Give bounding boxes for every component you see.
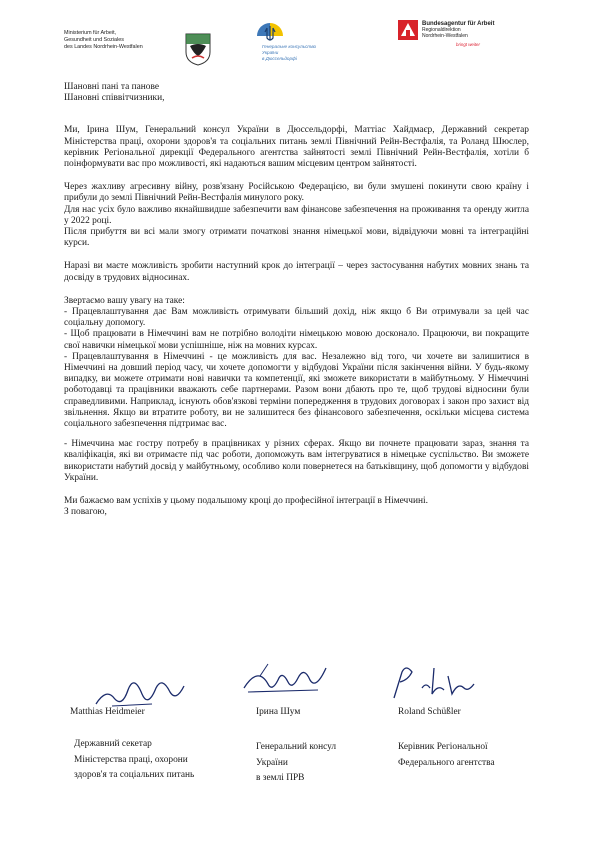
context-paragraph: Через жахливу агресивну війну, розв'язану Російською Федерацією, ви були змушені покинути свою країну і прибули до землі Північний Рейн-Вестфалія минулого року. — [64, 182, 529, 204]
intro-paragraph: Ми, Ірина Шум, Генеральний консул України в Дюссельдорфі, Маттіас Хайдмаєр, Державний секретар Міністерства праці, охорони здоров'я та соціальних питань землі Північний Рейн-Вестфалія, та Роланд Шюслер, керівник Регіональної дирекції Федерального агентства зайнятості землі Північний Рейн-Вестфалія, хотіли б поінформувати вас про можливості, які надаються вашим місцевим центром зайнятості. — [64, 125, 529, 170]
agency-name — [422, 21, 494, 48]
agency-line: Regionaldirektion — [422, 27, 461, 34]
attention-line: Звертаємо вашу увагу на таке: — [64, 295, 185, 306]
ministry-name — [64, 30, 143, 50]
signatory-name: Matthias Heidmeier — [70, 707, 145, 717]
closing-line: Ми бажаємо вам успіхів у цьому подальшому кроці до професійної інтеграції в Німеччині. — [64, 496, 428, 507]
nrw-coat-of-arms-logo — [184, 32, 212, 66]
signatory-role-line: Керівник Регіональної — [398, 742, 488, 752]
regards-line: З повагою, — [64, 507, 107, 518]
agency-line: Bundesagentur für Arbeit — [422, 21, 495, 27]
signatory-name: Ірина Шум — [256, 707, 301, 717]
signatory-role — [256, 740, 336, 787]
signatory-role — [398, 740, 495, 771]
signatory-role-line: Міністерства праці, охорони — [74, 754, 188, 765]
signatory-role-line: Генеральний консул — [256, 742, 337, 752]
signatory-role-line: Державний секетар — [74, 739, 152, 749]
bullet-item: - Щоб працювати в Німеччині вам не потрібно володіти німецькою мовою досконало. Працюючи, ви покращите свої навички німецької мови успішніше, ніж на мовних курсах. — [64, 329, 529, 351]
ministry-line: Gesundheit und Soziales — [64, 36, 124, 43]
context-paragraph: Після прибуття ви всі мали змогу отримати початкові знання німецької мови, відвідуючи мовні та інтеграційні курси. — [64, 227, 529, 249]
greeting-line: Шановні співвітчизники, — [64, 93, 165, 104]
ministry-line: des Landes Nordrhein-Westfalen — [64, 43, 143, 50]
bullet-item: - Працевлаштування в Німеччині - це можливість для вас. Незалежно від того, чи хочете ви залишитися в Німеччині на довший період часу, чи хочете допомогти у відбудові України після закінчення війни. У будь-якому випадку, ви можете отримати нові навички та компетенції, які зможете використати в майбутньому. У Німеччині роботодавці та працівники вважають себе партнерами. Разом вони дбають про те, щоб трудові відносини були справедливими. Наприклад, існують обов'язкові терміни попередження в трудових договорах і закон про захист від звільнення. Якщо ви втратите роботу, ви не залишитеся без фінансового забезпечення, оскільки місцева система соціального забезпечення підтримає вас. — [64, 351, 529, 430]
signatory-role-line: здоров'я та соціальних питань — [74, 770, 195, 780]
signature-heidmeier — [92, 668, 188, 712]
context-paragraph: Для нас усіх було важливо якнайшвидше забезпечити вам фінансове забезпечення на проживання та оренду житла у 2022 році. — [64, 204, 529, 226]
signature-shum — [238, 656, 330, 702]
bullet-item: - Німеччина має гостру потребу в працівниках у різних сферах. Якщо ви почнете працювати зараз, знання та кваліфікація, які ви отримаєте під час роботи, допоможуть вам інтегруватися в німецьке суспільство. Ви зможете використати набутий досвід у майбутньому, особливо коли повернетеся на батьківщину, щоб допомогти у відбудові України. — [64, 439, 529, 483]
signatory-role-line: Федерального агентства — [398, 757, 495, 768]
signatory-role-line: України — [256, 757, 288, 768]
consulate-line: в Дюссельдорфі — [262, 56, 297, 61]
signatory-role — [74, 737, 194, 784]
agency-line: Nordrhein-Westfalen — [422, 33, 468, 40]
ministry-line: Ministerium für Arbeit, — [64, 30, 117, 36]
consulate-name — [262, 44, 316, 62]
bullet-item: - Працевлаштування дає Вам можливість отримувати більший дохід, ніж якщо б Ви отримували за цей час соціальну допомогу. — [64, 307, 529, 329]
signature-schussler — [388, 658, 478, 702]
signatory-role-line: в землі ПРВ — [256, 773, 305, 783]
next-step-paragraph: Наразі ви маєте можливість зробити наступний крок до інтеграції – через застосування набутих мовних знань та досвіду в трудових відносинах. — [64, 261, 529, 283]
consulate-line: України — [262, 50, 279, 55]
bundesagentur-logo — [398, 20, 418, 40]
greeting-line: Шановні пані та панове — [64, 82, 159, 92]
agency-tagline: bringt weiter — [456, 41, 480, 47]
signatory-name: Roland Schüßler — [398, 707, 461, 717]
consulate-line: Генеральне консульство — [262, 44, 317, 49]
letter-body — [64, 82, 529, 519]
